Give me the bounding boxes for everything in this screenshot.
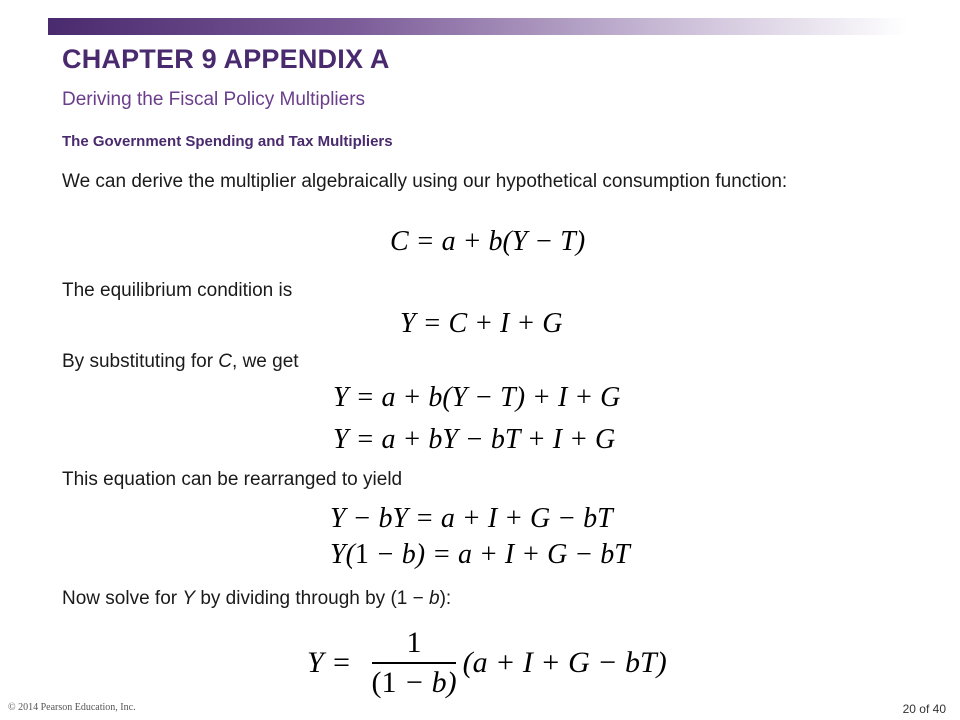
equation-rearranged-2-rest: − b) = a + I + G − bT [368,539,630,570]
page-indicator [903,702,946,716]
paragraph-consumption: We can derive the multiplier algebraically using our hypothetical consumption function: [62,171,788,192]
paragraph-equilibrium: The equilibrium condition is [62,280,293,301]
slide-subtitle: Deriving the Fiscal Policy Multipliers [62,89,366,110]
slide-title: CHAPTER 9 APPENDIX A [62,44,390,74]
equation-final-lhs: Y = [307,646,352,679]
paragraph-solve-mid: by dividing through by (1 − [195,588,430,609]
equation-expanded: Y = a + bY − bT + I + G [333,424,616,455]
fraction-numerator: 1 [406,626,422,659]
equation-rearranged-2-lhs: Y( [330,539,355,570]
paragraph-substituting [62,348,872,376]
equation-substituted: Y = a + b(Y − T) + I + G [333,382,621,413]
page-of: of [915,702,933,716]
multiplier-fraction [371,626,456,700]
equation-equilibrium: Y = C + I + G [400,308,563,339]
paragraph-substituting-post: , we get [232,351,299,372]
paragraph-solve-pre: Now solve for [62,588,183,609]
section-heading: The Government Spending and Tax Multipliers [62,133,393,150]
equation-rearranged-1: Y − bY = a + I + G − bT [330,503,613,534]
paragraph-solve-post: ): [439,588,452,609]
equation-consumption: C = a + b(Y − T) [390,226,586,257]
header-gradient-bar [48,18,908,35]
paragraph-rearranged: This equation can be rearranged to yield [62,469,403,490]
equation-final-rhs: (a + I + G − bT) [462,646,667,679]
equation-rearranged-2-one: 1 [354,539,369,570]
copyright-notice: © 2014 Pearson Education, Inc. [8,702,136,713]
equation-final [307,618,667,708]
page-total: 40 [932,702,946,716]
equation-rearranged-2 [330,539,630,571]
paragraph-substituting-pre: By substituting for [62,351,219,372]
page-number: 20 [902,702,916,716]
variable-b: b [429,588,440,609]
variable-y: Y [182,588,196,609]
paragraph-solve [62,585,872,613]
variable-c: C [218,351,233,372]
fraction-denominator: (1 − b) [371,666,457,699]
